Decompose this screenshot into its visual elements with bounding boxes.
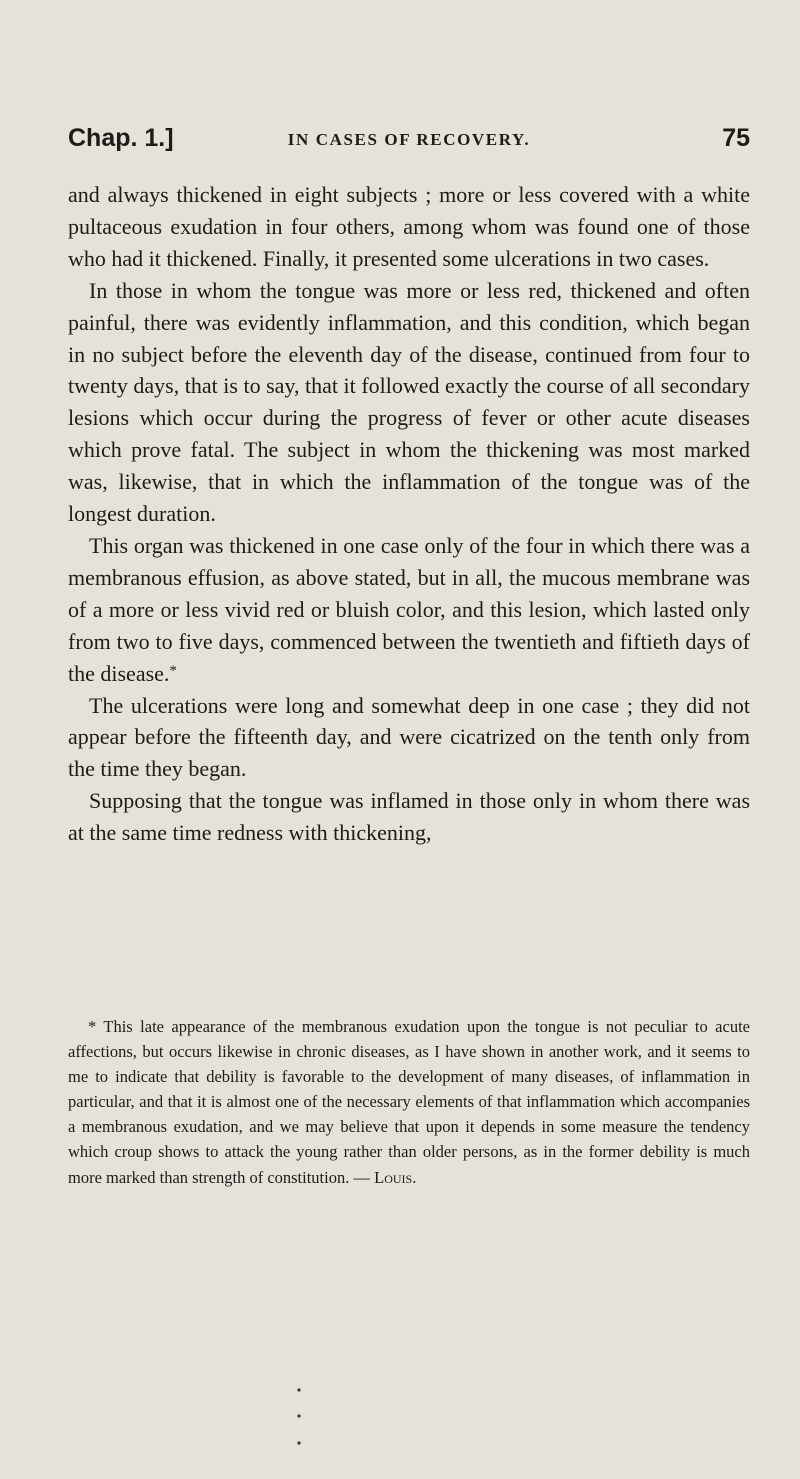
speck-1 [297,1388,300,1391]
speck-2 [297,1414,300,1417]
chapter-label: Chap. 1.] [68,124,174,152]
paragraph-5: Supposing that the tongue was inflamed in those only in whom there was at the same time redness with thickening, [68,788,750,846]
running-title: IN CASES OF RECOVERY. [287,130,531,149]
paragraph-2: In those in whom the tongue was more or less red, thickened and often painful, there was evidently inflammation, and this condition, which began in no subject before the eleventh day of the disease, continued from four to twenty days, that is to say, that it followed exactly the course of all secondary lesions which occur during the progress of fever or other acute diseases which prove fatal. The subject in whom the thickening was most marked was, likewise, that in which the inflammation of the tongue was of the longest duration. [68,277,750,527]
footnote-text: * This late appearance of the membranous exudation upon the tongue is not peculiar to acute affections, but occurs likewise in chronic diseases, as I have shown in another work, and it seems to me to indicate that debility is favorable to the development of many diseases, of inflammation in particular, and that it is almost one of the necessary elements of that inflammation which accompanies a membranous exudation, and we may believe that upon it depends in some measure the tendency which croup shows to attack the young rather than older persons, as in the former debility is much more marked than strength of constitution. — [68,1017,750,1187]
paragraph-3-text: This organ was thickened in one case only of the four in which there was a membranous effusion, as above stated, but in all, the mucous membrane was of a more or less vivid red or bluish color, and this lesion, which lasted only from two to five days, commenced between the twentieth and fiftieth days of the disease. [68,532,750,686]
footnote-author: Louis. [374,1167,417,1187]
paragraph-4: The ulcerations were long and somewhat deep in one case ; they did not appear before the fifteenth day, and were cicatrized on the tenth only from the time they began. [68,692,750,782]
paragraph-1: and always thickened in eight subjects ; more or less covered with a white pultaceous exudation in four others, among whom was found one of those who had it thickened. Finally, it presented some ulcerations in two cases. [68,182,750,271]
footnote-marker[interactable]: * [169,662,177,679]
page-number: 75 [722,124,750,152]
speck-3 [297,1441,300,1444]
